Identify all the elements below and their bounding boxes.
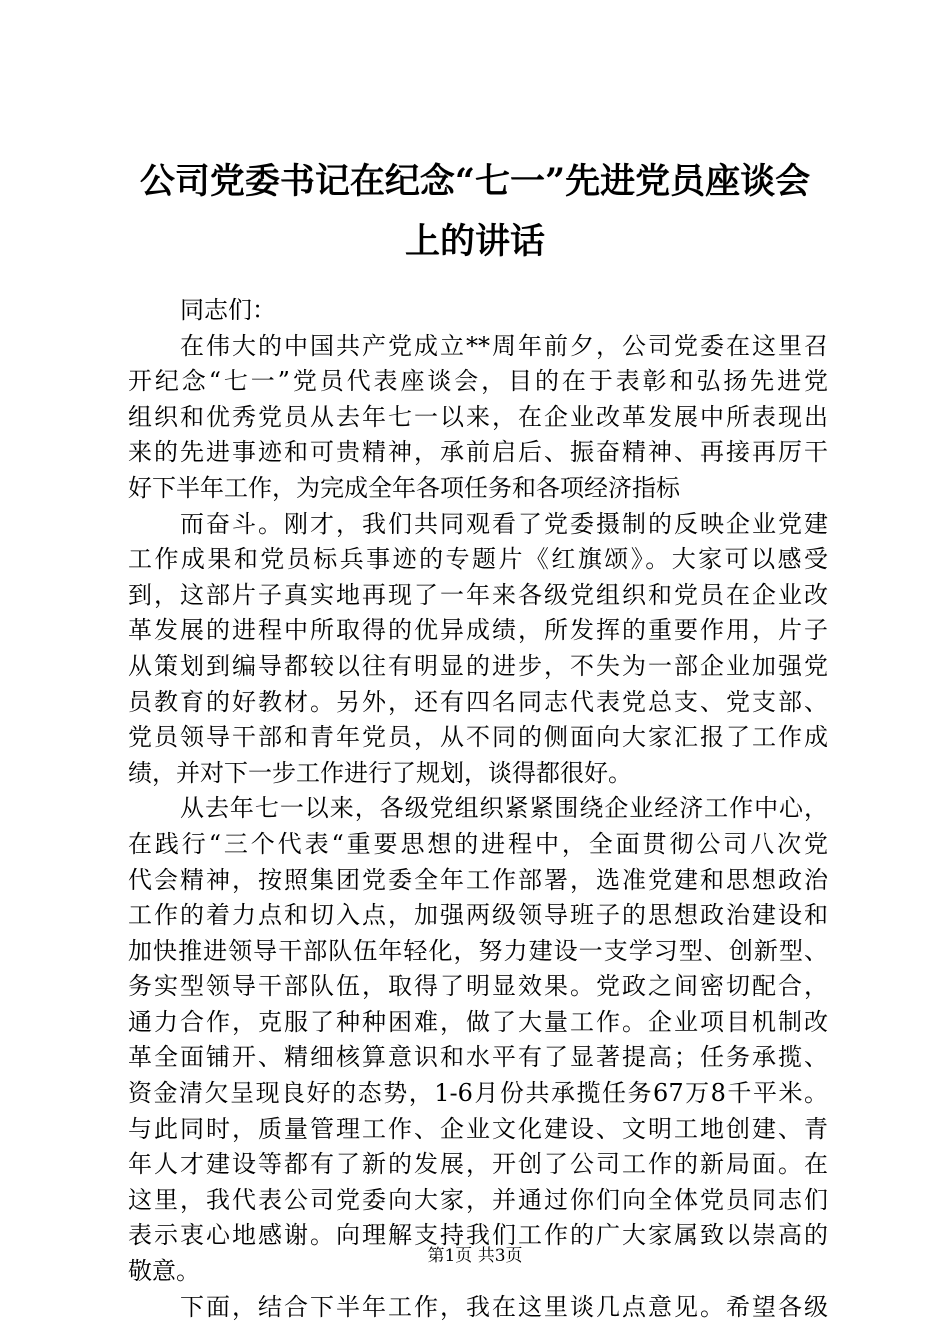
body-line: 年人才建设等都有了新的发展，开创了公司工作的新局面。在 [128,1150,828,1179]
body-line: 组织和优秀党员从去年七一以来，在企业改革发展中所表现出 [128,402,828,431]
document-title-line-2: 上的讲话 [404,221,545,262]
body-line: 革全面铺开、精细核算意识和水平有了显著提高；任务承揽、 [128,1043,828,1072]
body-line: 下面，结合下半年工作，我在这里谈几点意见。希望各级 [180,1292,828,1321]
body-line: 敬意。 [128,1257,200,1286]
body-line: 绩，并对下一步工作进行了规划，谈得都很好。 [128,758,632,787]
body-line: 在践行“三个代表“重要思想的进程中，全面贯彻公司八次党 [128,829,828,858]
body-line: 同志们： [180,296,276,324]
body-line: 通力合作，克服了种种困难，做了大量工作。企业项目机制改 [128,1007,828,1036]
body-line: 工作成果和党员标兵事迹的专题片《红旗颂》。大家可以感受 [128,545,828,574]
body-line: 革发展的进程中所取得的优异成绩，所发挥的重要作用，片子 [128,616,828,645]
body-line: 表示衷心地感谢。向理解支持我们工作的广大家属致以崇高的 [128,1221,828,1250]
body-line: 务实型领导干部队伍，取得了明显效果。党政之间密切配合， [128,972,828,1001]
body-line: 党员领导干部和青年党员，从不同的侧面向大家汇报了工作成 [128,723,828,752]
body-line: 从去年七一以来，各级党组织紧紧围绕企业经济工作中心， [180,794,828,823]
body-line: 到，这部片子真实地再现了一年来各级党组织和党员在企业改 [128,580,828,609]
body-line: 与此同时，质量管理工作、企业文化建设、文明工地创建、青 [128,1114,828,1143]
page-number-footer: 第1页 共3页 [427,1246,523,1266]
body-line: 员教育的好教材。另外，还有四名同志代表党总支、党支部、 [128,687,828,716]
body-line: 加快推进领导干部队伍年轻化，努力建设一支学习型、创新型、 [128,936,828,965]
body-line: 代会精神，按照集团党委全年工作部署，选准党建和思想政治 [128,865,828,894]
body-line: 好下半年工作，为完成全年各项任务和各项经济指标 [128,473,680,502]
body-line: 工作的着力点和切入点，加强两级领导班子的思想政治建设和 [128,901,828,930]
body-line: 而奋斗。刚才，我们共同观看了党委摄制的反映企业党建 [180,509,828,538]
document-body [128,293,828,1325]
body-line: 资金清欠呈现良好的态势，1-6月份共承揽任务67万8千平米。 [128,1079,828,1108]
document-title-line-1: 公司党委书记在纪念“七一”先进党员座谈会 [139,161,811,202]
body-line: 从策划到编导都较以往有明显的进步，不失为一部企业加强党 [128,651,828,680]
body-line: 这里，我代表公司党委向大家，并通过你们向全体党员同志们 [128,1185,828,1214]
body-line: 在伟大的中国共产党成立**周年前夕，公司党委在这里召 [180,331,828,360]
body-line: 开纪念“七一”党员代表座谈会，目的在于表彰和弘扬先进党 [128,367,828,396]
body-line: 来的先进事迹和可贵精神，承前启后、振奋精神、再接再厉干 [128,438,828,467]
